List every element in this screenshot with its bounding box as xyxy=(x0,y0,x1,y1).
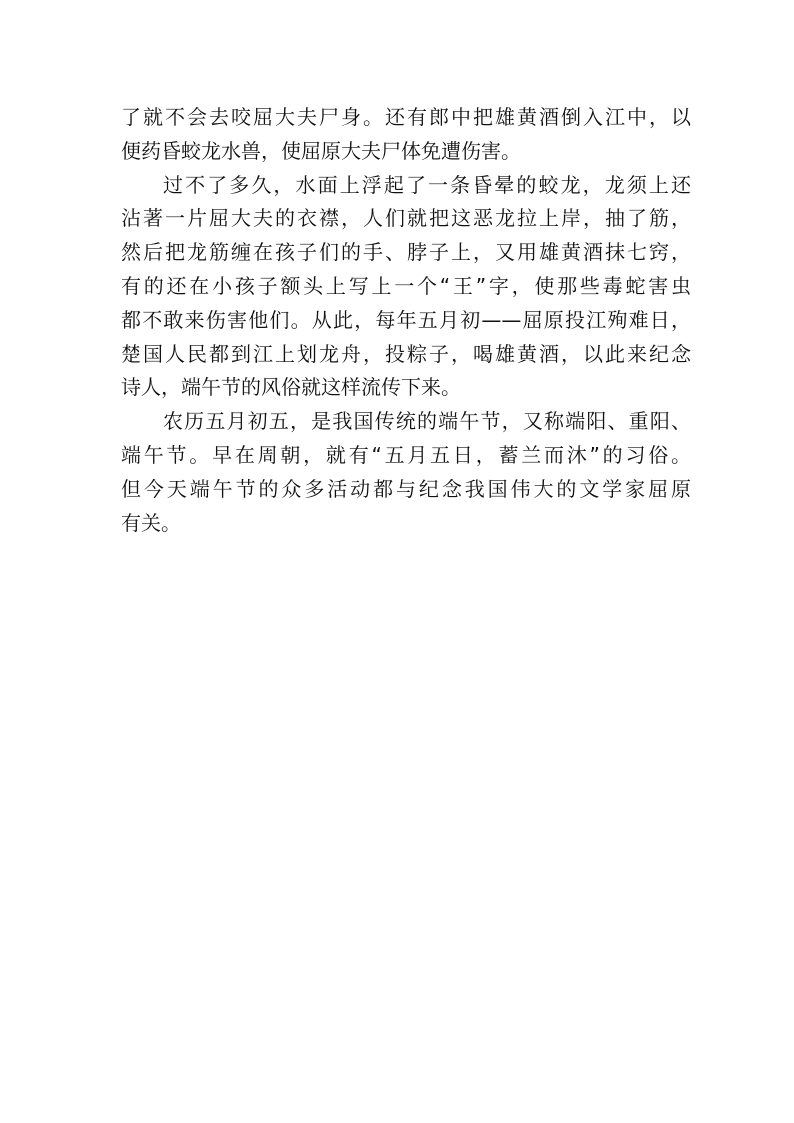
text-line: 有的还在小孩子额头上写上一个“王”字，使那些毒蛇害虫 xyxy=(121,273,691,298)
text-line: 诗人，端午节的风俗就这样流传下来。 xyxy=(121,375,461,400)
text-line: 过不了多久，水面上浮起了一条昏晕的蛟龙，龙须上还 xyxy=(163,172,691,197)
text-line: 农历五月初五，是我国传统的端午节，又称端阳、重阳、 xyxy=(163,409,691,434)
body-text xyxy=(121,101,691,540)
text-line: 了就不会去咬屈大夫尸身。还有郎中把雄黄酒倒入江中，以 xyxy=(121,105,691,129)
text-line: 有关。 xyxy=(121,510,181,535)
text-line: 沾著一片屈大夫的衣襟，人们就把这恶龙拉上岸，抽了筋， xyxy=(121,206,691,231)
text-line: 但今天端午节的众多活动都与纪念我国伟大的文学家屈原 xyxy=(121,476,691,501)
text-line: 然后把龙筋缠在孩子们的手、脖子上，又用雄黄酒抹七窍， xyxy=(121,240,691,265)
text-line: 端午节。早在周朝，就有“五月五日，蓄兰而沐”的习俗。 xyxy=(121,442,691,467)
text-line: 楚国人民都到江上划龙舟，投粽子，喝雄黄酒，以此来纪念 xyxy=(121,341,691,366)
text-line: 便药昏蛟龙水兽，使屈原大夫尸体免遭伤害。 xyxy=(121,138,521,163)
text-line: 都不敢来伤害他们。从此，每年五月初——屈原投江殉难日， xyxy=(121,307,691,332)
